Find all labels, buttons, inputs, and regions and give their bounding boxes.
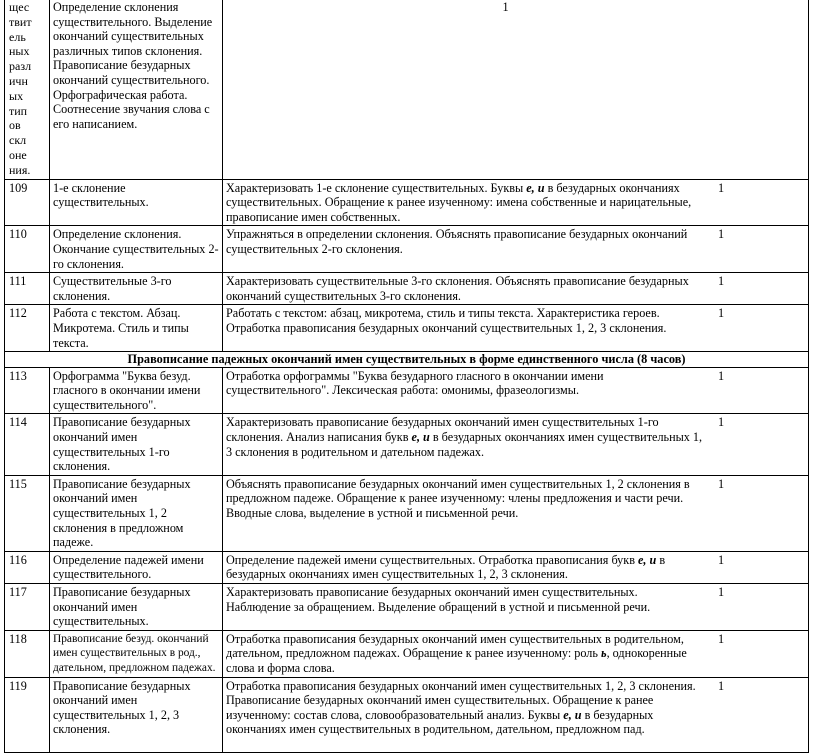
activity-emphasis: е, и: [638, 552, 657, 567]
activity-text: Упражняться в определении склонения. Объяснять правописание безударных окончаний существительных 2-го склонения.: [226, 227, 688, 256]
lesson-number-cell: 111: [5, 273, 50, 305]
activity-text: Работать с текстом: абзац, микротема, стиль и типы текста. Характеристика героев. Отработка правописания безударных окончаний существительных 1, 2, 3 склонения.: [226, 306, 667, 335]
activity-cell: [223, 414, 809, 475]
lesson-topic-cell: Правописание безударных окончаний имен существительных.: [50, 584, 223, 631]
lesson-number-cell: 117: [5, 584, 50, 631]
lesson-topic-fragment: щес твит ель ных разл ичн ых тип ов скл оне ния.: [9, 0, 32, 177]
activity-cell: [223, 367, 809, 414]
hours-value: 1: [718, 274, 725, 289]
activity-text: Отработка правописания безударных окончаний имен существительных в родительном, дательном, предложном падежах. Обращение к ранее изученному: роль: [226, 631, 684, 661]
activity-cell: [223, 475, 809, 551]
table-row: [5, 584, 809, 631]
hours-value: 1: [718, 368, 725, 383]
table-row: [5, 273, 809, 305]
section-title: Правописание падежных окончаний имен существительных в форме единственного числа (8 часов): [5, 352, 809, 368]
hours-value: 1: [502, 0, 509, 14]
table-row: [5, 414, 809, 475]
lesson-number-cell: 116: [5, 551, 50, 583]
lesson-number-cell: 118: [5, 630, 50, 677]
activity-cell: [223, 551, 809, 583]
lesson-topic-cell: Определение склонения существительного. Выделение окончаний существительных различных типов склонения. Правописание безударных окончаний существительного. Орфографическая работа. Соотнесение звучания слова с его написанием.: [50, 0, 223, 179]
table-row: [5, 0, 809, 179]
hours-value: 1: [718, 631, 725, 646]
activity-cell: [223, 273, 809, 305]
hours-value: 1: [718, 552, 725, 567]
hours-value: 1: [718, 678, 725, 693]
lesson-number-cell: 113: [5, 367, 50, 414]
lesson-topic-cell: Правописание безуд. окончаний имен существительных в род., дательном, предложном падежах.: [50, 630, 223, 677]
activity-emphasis: е, и: [411, 430, 430, 445]
hours-value: 1: [718, 306, 725, 321]
activity-text: Характеризовать существительные 3-го склонения. Объяснять правописание безударных окончаний существительных 3-го склонения.: [226, 274, 689, 303]
table-row: [5, 475, 809, 551]
lesson-topic-cell: Орфограмма "Буква безуд. гласного в окончании имени существительного".: [50, 367, 223, 414]
table-row: [5, 367, 809, 414]
table-row: [5, 179, 809, 226]
table-row: [5, 551, 809, 583]
table-row: [5, 226, 809, 273]
activity-text: в безударных окончаниях имен существительных в родительном, дательном, предложном пад.: [226, 707, 654, 737]
activity-text: Характеризовать правописание безударных окончаний имен существительных. Наблюдение за обращением. Выделение обращений в устной и письменной речи.: [226, 585, 651, 614]
activity-text: , однокоренные слова и форма слова.: [226, 646, 687, 675]
hours-value: 1: [718, 415, 725, 430]
section-heading-row: [5, 352, 809, 368]
activity-cell: [223, 305, 809, 352]
table-row: [5, 677, 809, 752]
activity-text: Определение падежей имени существительных. Отработка правописания букв: [226, 552, 638, 567]
lesson-number-cell: 112: [5, 305, 50, 352]
activity-emphasis: е, и: [526, 180, 545, 195]
lesson-number-cell: 119: [5, 677, 50, 752]
lesson-topic-cell: Правописание безударных окончаний имен существительных 1, 2, 3 склонения.: [50, 677, 223, 752]
lesson-plan-table: [4, 0, 809, 753]
hours-value: 1: [718, 227, 725, 242]
activity-emphasis: ь: [601, 646, 607, 661]
lesson-number-cell: 110: [5, 226, 50, 273]
activity-text: Отработка орфограммы "Буква безударного гласного в окончании имени существительного". Лексическая работа: омонимы, фразеологизмы.: [226, 368, 604, 398]
activity-text: Объяснять правописание безударных окончаний имен существительных 1, 2 склонения в предложном падеже. Обращение к ранее изученному: члены предложения и части речи. Вводные слова, выделение в устной и письменной речи.: [226, 476, 690, 521]
activity-text: Характеризовать правописание безударных окончаний имен существительных 1-го склонения. Анализ написания букв: [226, 415, 659, 445]
activity-cell: [223, 226, 809, 273]
activity-text: в безударных окончаниях существительных. Обращение к ранее изученному: имена собственные и нарицательные, правописание имен собственных.: [226, 180, 692, 224]
lesson-topic-cell: Определение падежей имени существительного.: [50, 551, 223, 583]
lesson-topic-cell: Существительные 3-го склонения.: [50, 273, 223, 305]
hours-value: 1: [718, 180, 725, 195]
lesson-number-cell: 115: [5, 475, 50, 551]
activity-cell: [223, 630, 809, 677]
hours-value: 1: [718, 585, 725, 599]
lesson-topic-cell: 1-е склонение существительных.: [50, 179, 223, 226]
hours-cell: [223, 0, 809, 179]
lesson-number-cell: [5, 0, 50, 179]
hours-value: 1: [718, 476, 725, 491]
activity-cell: [223, 179, 809, 226]
lesson-number-cell: 109: [5, 179, 50, 226]
activity-emphasis: е, и: [563, 707, 582, 722]
activity-text: Отработка правописания безударных окончаний имен существительных 1, 2, 3 склонения. Правописание безударных окончаний имен существительных. Обращение к ранее изученному: состав слова, словообразовательный анализ. Буквы: [226, 678, 696, 722]
lesson-topic-cell: Определение склонения. Окончание существительных 2-го склонения.: [50, 226, 223, 273]
activity-cell: [223, 677, 809, 752]
table-row: [5, 305, 809, 352]
activity-text: Характеризовать 1-е склонение существительных. Буквы: [226, 180, 527, 195]
lesson-topic-cell: Правописание безударных окончаний имен существительных 1, 2 склонения в предложном падеже.: [50, 475, 223, 551]
lesson-number-cell: 114: [5, 414, 50, 475]
lesson-topic-cell: Правописание безударных окончаний имен существительных 1-го склонения.: [50, 414, 223, 475]
activity-text: в безударных окончаниях имен существительных 1, 3 склонения в родительном и дательном падежах.: [226, 430, 703, 459]
lesson-topic-cell: Работа с текстом. Абзац. Микротема. Стиль и типы текста.: [50, 305, 223, 352]
table-row: [5, 630, 809, 677]
activity-text: в безударных окончаниях имен существительных 1, 2, 3 склонения.: [226, 552, 666, 582]
activity-cell: [223, 584, 809, 631]
